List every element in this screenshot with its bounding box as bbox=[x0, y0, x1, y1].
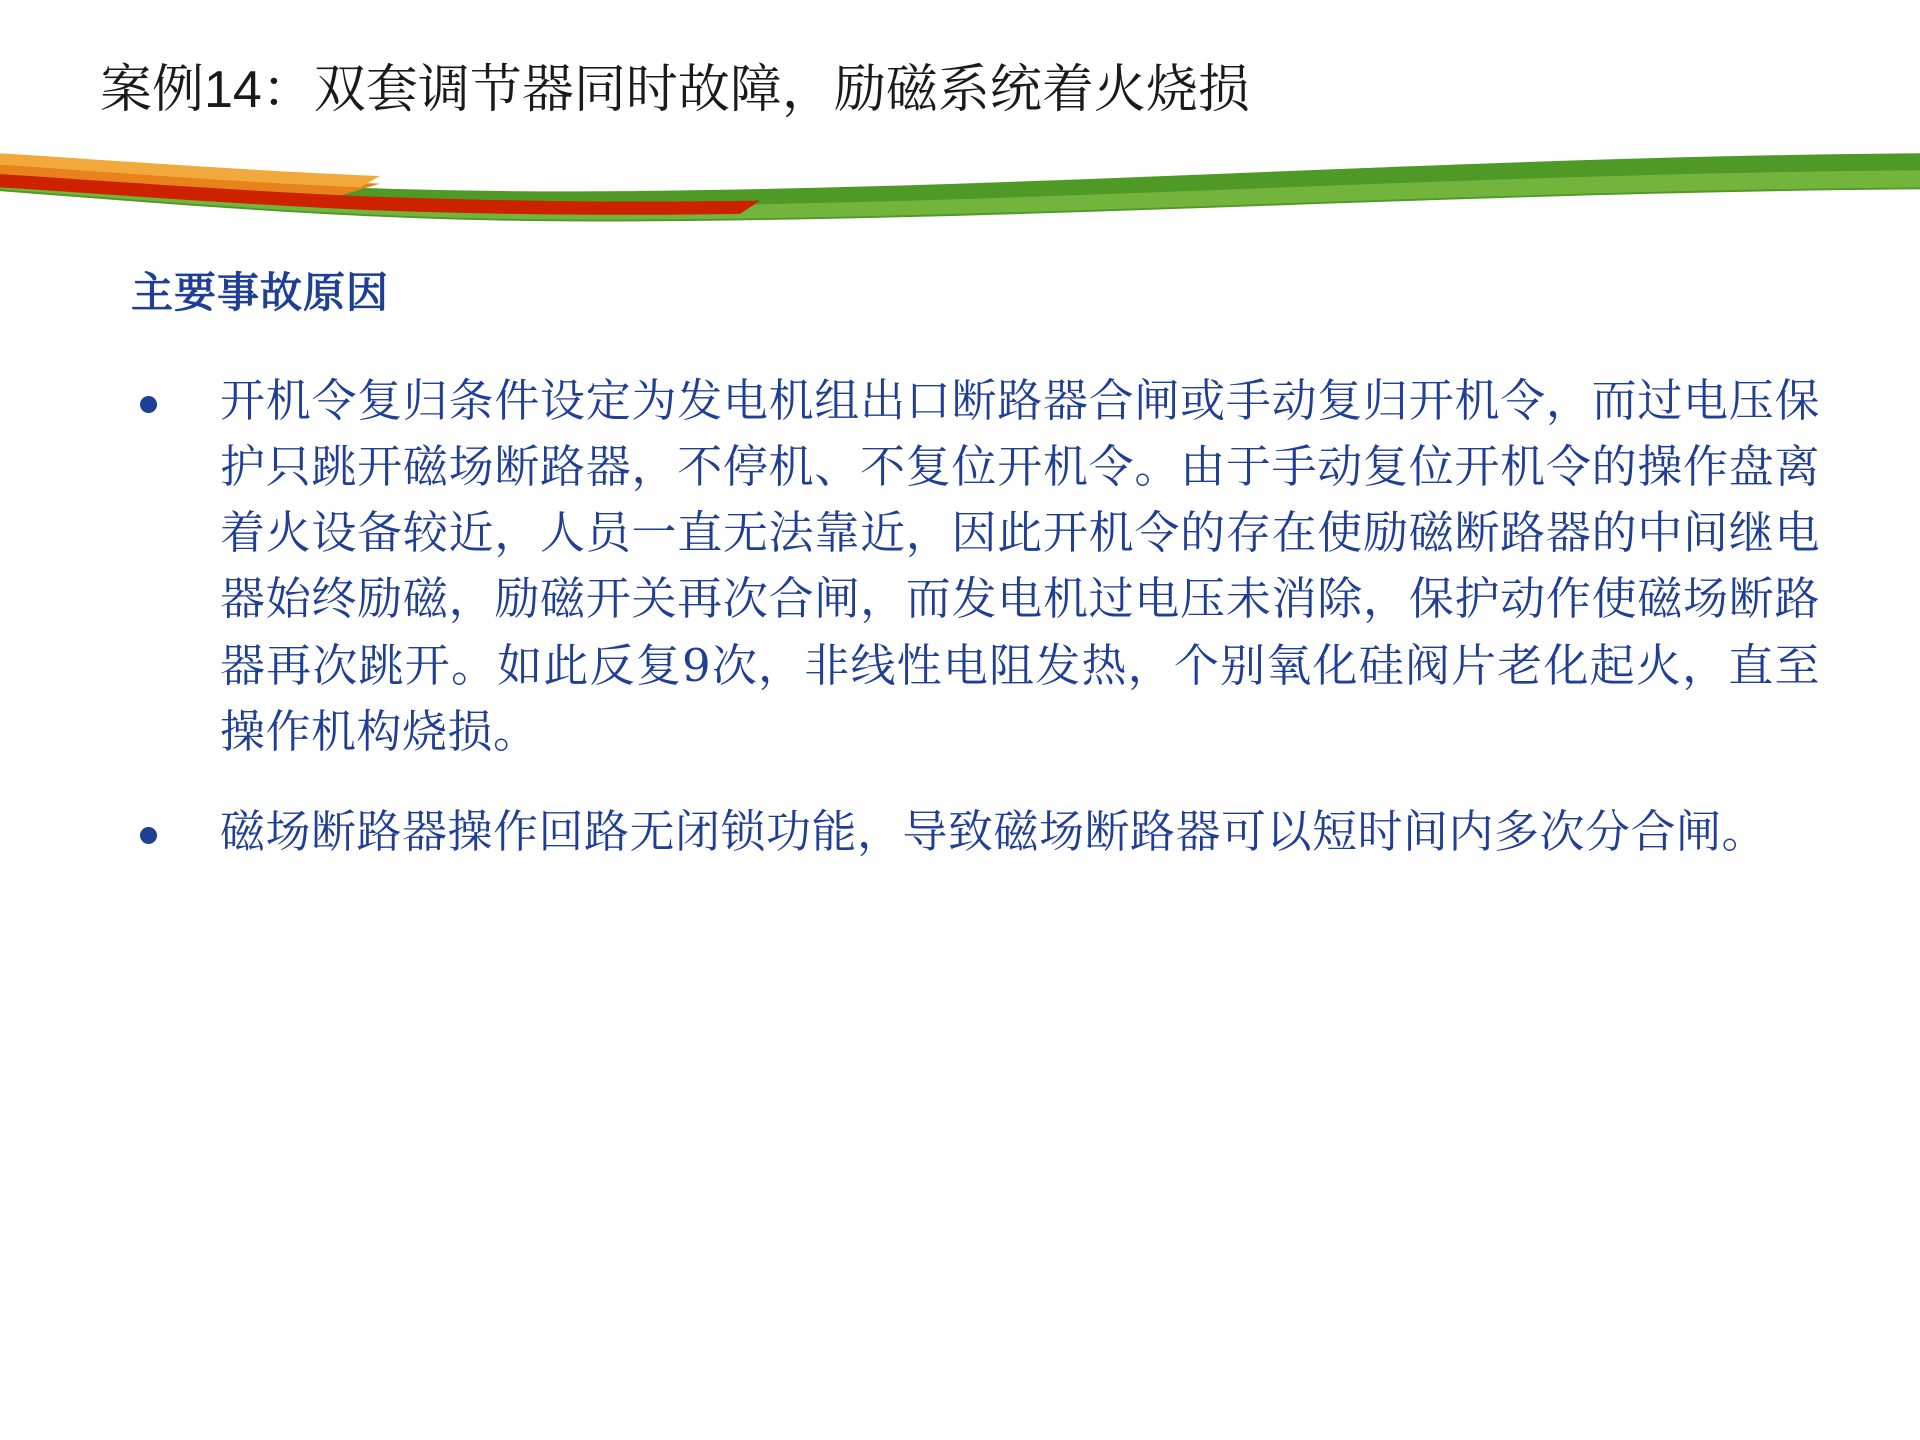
list-item bbox=[120, 799, 1820, 865]
list-item-text: 开机令复归条件设定为发电机组出口断路器合闸或手动复归开机令，而过电压保护只跳开磁场断路器，不停机、不复位开机令。由于手动复位开机令的操作盘离着火设备较近，人员一直无法靠近，因此开机令的存在使励磁断路器的中间继电器始终励磁，励磁开关再次合闸，而发电机过电压未消除，保护动作使磁场断路器再次跳开。如此反复9次，非线性电阻发热，个别氧化硅阀片老化起火，直至操作机构烧损。 bbox=[220, 374, 1820, 758]
bullet-dot-icon bbox=[140, 396, 157, 413]
slide-title-area bbox=[0, 0, 1920, 175]
page-title: 案例14：双套调节器同时故障，励磁系统着火烧损 bbox=[100, 61, 1250, 119]
list-item-text: 磁场断路器操作回路无闭锁功能，导致磁场断路器可以短时间内多次分合闸。 bbox=[220, 804, 1768, 858]
section-heading: 主要事故原因 bbox=[131, 269, 390, 316]
list-item bbox=[120, 368, 1820, 765]
bullet-list bbox=[120, 368, 1820, 899]
bullet-dot-icon bbox=[140, 827, 157, 844]
